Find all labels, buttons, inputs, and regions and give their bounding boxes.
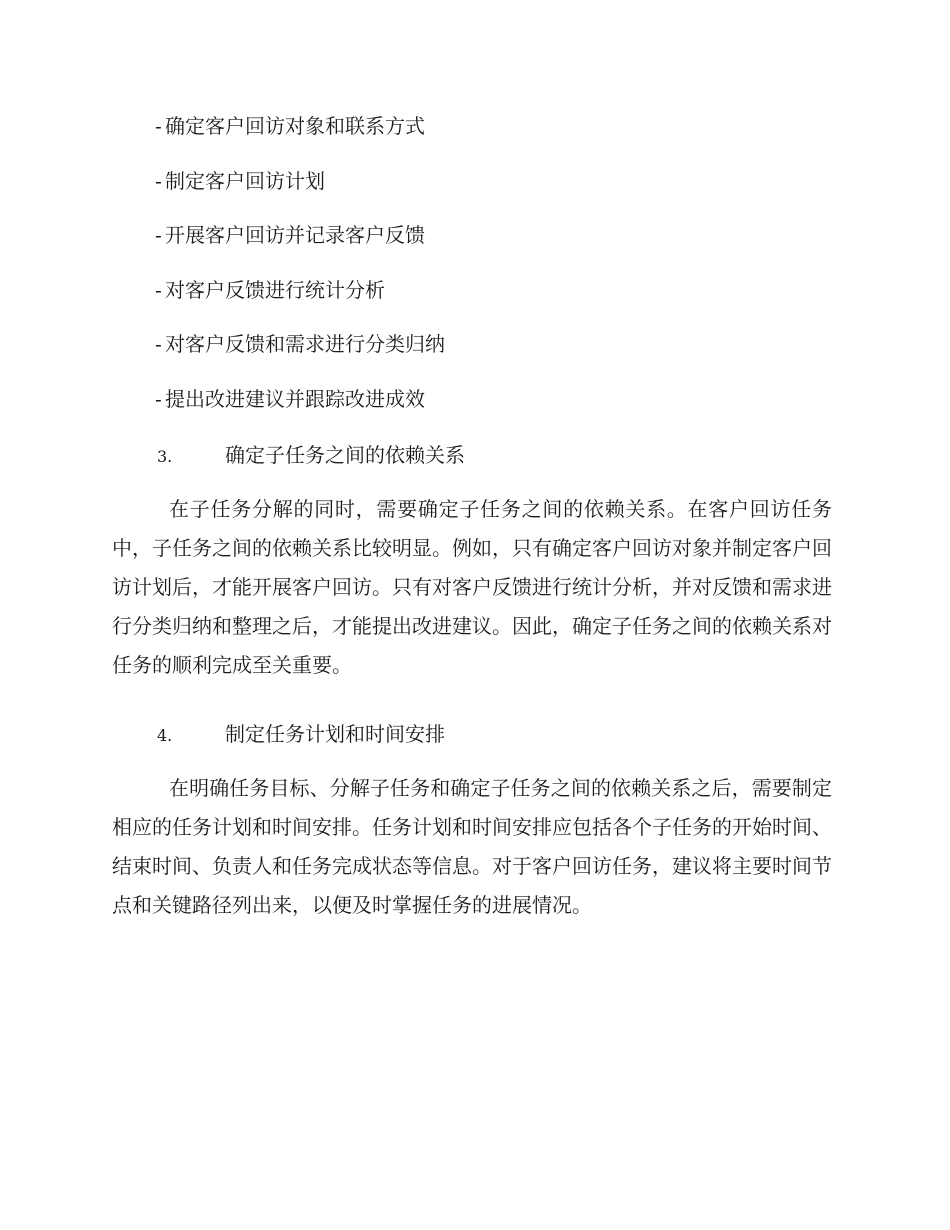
list-item-text: 开展客户回访并记录客户反馈 <box>165 223 425 248</box>
section-4-number: 4. <box>157 726 173 745</box>
section-3-number: 3. <box>157 447 173 466</box>
section-3-paragraph: 在子任务分解的同时，需要确定子任务之间的依赖关系。在客户回访任务中，子任务之间的依赖关系比较明显。例如，只有确定客户回访对象并制定客户回访计划后，才能开展客户回访。只有对客户反馈进行统计分析，并对反馈和需求进行分类归纳和整理之后，才能提出改进建议。因此，确定子任务之间的依赖关系对任务的顺利完成至关重要。 <box>112 497 832 677</box>
list-item <box>155 272 445 308</box>
list-item <box>155 108 445 144</box>
list-item <box>155 217 445 253</box>
list-item-text: 制定客户回访计划 <box>165 168 325 193</box>
section-3-heading <box>157 437 465 475</box>
list-item-text: 确定客户回访对象和联系方式 <box>165 114 425 138</box>
list-item-text: 对客户反馈和需求进行分类归纳 <box>165 332 445 357</box>
bullet-marker: - <box>155 332 162 357</box>
bullet-marker: - <box>155 114 162 138</box>
section-4-heading <box>157 716 445 754</box>
subtask-list <box>155 108 445 436</box>
list-item <box>155 326 445 362</box>
list-item <box>155 381 445 417</box>
bullet-marker: - <box>155 386 162 411</box>
list-item-text: 对客户反馈进行统计分析 <box>165 277 385 302</box>
section-4-paragraph: 在明确任务目标、分解子任务和确定子任务之间的依赖关系之后，需要制定相应的任务计划和时间安排。任务计划和时间安排应包括各个子任务的开始时间、结束时间、负责人和任务完成状态等信息。对于客户回访任务，建议将主要时间节点和关键路径列出来，以便及时掌握任务的进展情况。 <box>112 776 832 917</box>
list-item <box>155 163 445 199</box>
bullet-marker: - <box>155 277 162 302</box>
section-3-title: 确定子任务之间的依赖关系 <box>225 443 465 467</box>
list-item-text: 提出改进建议并跟踪改进成效 <box>165 386 425 411</box>
bullet-marker: - <box>155 168 162 193</box>
bullet-marker: - <box>155 223 162 248</box>
section-4-title: 制定任务计划和时间安排 <box>225 722 445 746</box>
